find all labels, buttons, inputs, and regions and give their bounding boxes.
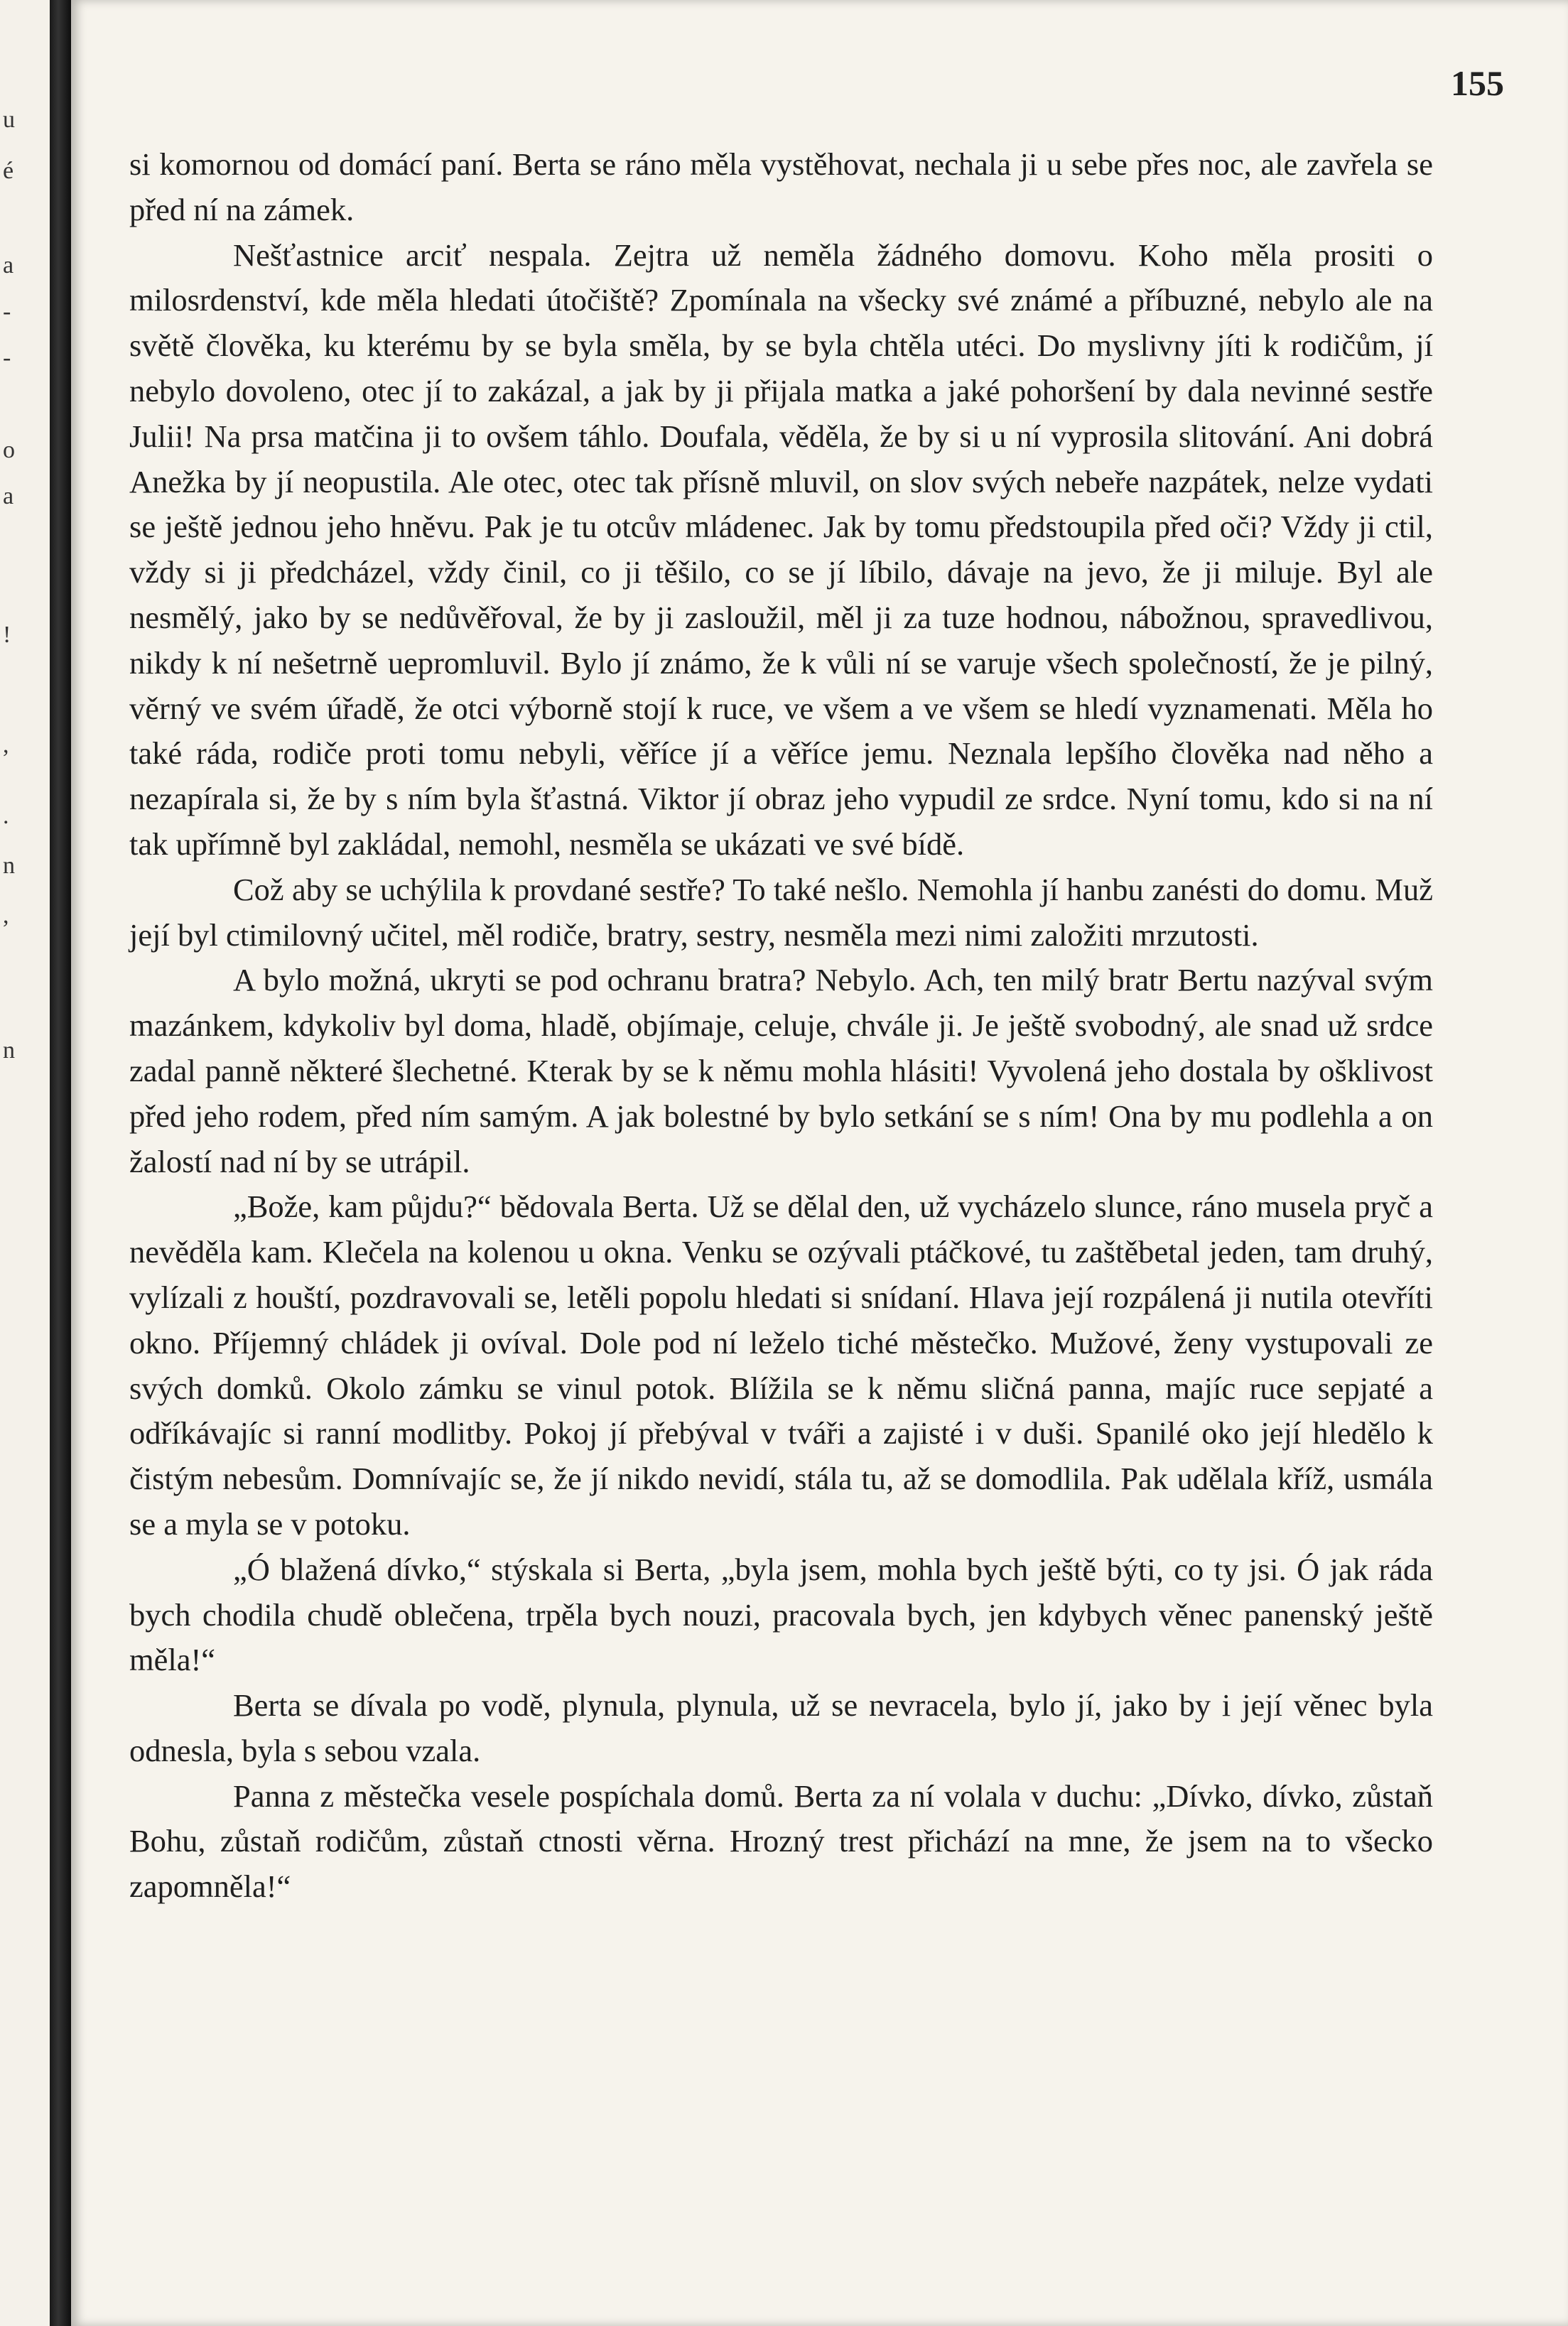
- paragraph: Nešťastnice arciť nespala. Zejtra už neměla žádného domovu. Koho měla prositi o milosrdenství, kde měla hledati útočiště? Zpomínala na všecky své známé a příbuzné, nebylo ale na světě člověka, ku kterému by se byla směla, by se byla chtěla utéci. Do myslivny jíti k rodičům, jí nebylo dovoleno, otec jí to zakázal, a jak by ji přijala matka a jaké pohoršení by dala nevinné sestře Julii! Na prsa matčina ji to ovšem táhlo. Doufala, věděla, že by si u ní vyprosila slitování. Ani dobrá Anežka by jí neopustila. Ale otec, otec tak přísně mluvil, on slov svých nebeře nazpátek, nelze vydati se ještě jednou jeho hněvu. Pak je tu otcův mládenec. Jak by tomu předstoupila před oči? Vždy ji ctil, vždy si ji předcházel, vždy činil, co ji těšilo, co se jí líbilo, dávaje na jevo, že ji miluje. Byl ale nesmělý, jako by se nedůvěřoval, že by ji zasloužil, měl ji za tuze hodnou, nábožnou, spravedlivou, nikdy k ní nešetrně uepromluvil. Bylo jí známo, že k vůli ní se varuje všech společností, že je pilný, věrný ve svém úřadě, že otci výborně stojí k ruce, ve všem a ve všem se hledí vyznamenati. Měla ho také ráda, rodiče proti tomu nebyli, věříce jí a věříce jemu. Neznala lepšího člověka nad něho a nezapírala si, že by s ním byla šťastná. Viktor jí obraz jeho vypudil ze srdce. Nyní tomu, kdo si na ní tak upřímně byl zakládal, nemohl, nesměla se ukázati ve své bídě.: [129, 237, 1433, 862]
- book-gutter: [50, 0, 71, 2326]
- book-page: [71, 0, 1568, 2326]
- body-text: [129, 142, 1433, 1910]
- previous-page-fragment: -: [3, 345, 11, 371]
- previous-page-edge: [0, 0, 50, 2326]
- paragraph: A bylo možná, ukryti se pod ochranu bratra? Nebylo. Ach, ten milý bratr Bertu nazýval svým mazánkem, kdykoliv byl doma, hladě, objímaje, celuje, chvále ji. Je ještě svobodný, ale snad už srdce zadal panně některé šlechetné. Kterak by se k němu mohla hlásiti! Vyvolená jeho dostala by ošklivost před jeho rodem, před ním samým. A jak bolestné by bylo setkání se s ním! Ona by mu podlehla a on žalostí nad ní by se utrápil.: [129, 962, 1433, 1179]
- previous-page-fragment: -: [3, 298, 11, 325]
- previous-page-fragment: n: [3, 1037, 15, 1064]
- previous-page-fragment: o: [3, 437, 15, 463]
- paragraph: Berta se dívala po vodě, plynula, plynula, už se nevracela, bylo jí, jako by i její věnec byla odnesla, byla s sebou vzala.: [129, 1687, 1433, 1768]
- paragraph: „Bože, kam půjdu?“ bědovala Berta. Už se dělal den, už vycházelo slunce, ráno musela pryč a nevěděla kam. Klečela na kolenou u okna. Venku se ozývali ptáčkové, tu zaštěbetal jeden, tam druhý, vylízali z houští, pozdravovali se, letěli popolu hledati si snídaní. Hlava její rozpálená ji nutila otevříti okno. Příjemný chládek ji ovíval. Dole pod ní leželo tiché městečko. Mužové, ženy vystupovali ze svých domků. Okolo zámku se vinul potok. Blížila se k němu sličná panna, majíc ruce sepjaté a odříkávajíc si ranní modlitby. Pokoj jí přebýval v tváři a zajisté i v duši. Spanilé oko její hledělo k čistým nebesům. Domnívajíc se, že jí nikdo nevidí, stála tu, až se domodlila. Pak udělala kříž, usmála se a myla se v potoku.: [129, 1189, 1433, 1542]
- previous-page-fragment: é: [3, 158, 14, 184]
- page-number: 155: [1451, 63, 1504, 103]
- paragraph: Panna z městečka vesele pospíchala domů. Berta za ní volala v duchu: „Dívko, dívko, zůstaň Bohu, zůstaň rodičům, zůstaň ctnosti věrna. Hrozný trest přichází na mne, že jsem na to všecko zapomněla!“: [129, 1778, 1433, 1905]
- previous-page-fragment: a: [3, 252, 14, 278]
- paragraph: si komornou od domácí paní. Berta se ráno měla vystěhovat, nechala ji u sebe přes noc, ale zavřela se před ní na zámek.: [129, 146, 1433, 227]
- previous-page-fragment: .: [3, 803, 9, 829]
- previous-page-fragment: ,: [3, 902, 9, 929]
- paragraph: „Ó blažená dívko,“ stýskala si Berta, „byla jsem, mohla bych ještě býti, co ty jsi. Ó jak ráda bych chodila chudě oblečena, trpěla bych nouzi, pracovala bych, jen kdybych věnec panenský ještě měla!“: [129, 1551, 1433, 1678]
- previous-page-fragment: ,: [3, 732, 9, 758]
- previous-page-fragment: n: [3, 853, 15, 879]
- paragraph: Což aby se uchýlila k provdané sestře? To také nešlo. Nemohla jí hanbu zanésti do domu. Muž její byl ctimilovný učitel, měl rodiče, bratry, sestry, nesměla mezi nimi založiti mrzutosti.: [129, 871, 1433, 953]
- previous-page-fragment: !: [3, 622, 11, 648]
- previous-page-fragment: u: [3, 107, 15, 133]
- previous-page-fragment: a: [3, 483, 14, 509]
